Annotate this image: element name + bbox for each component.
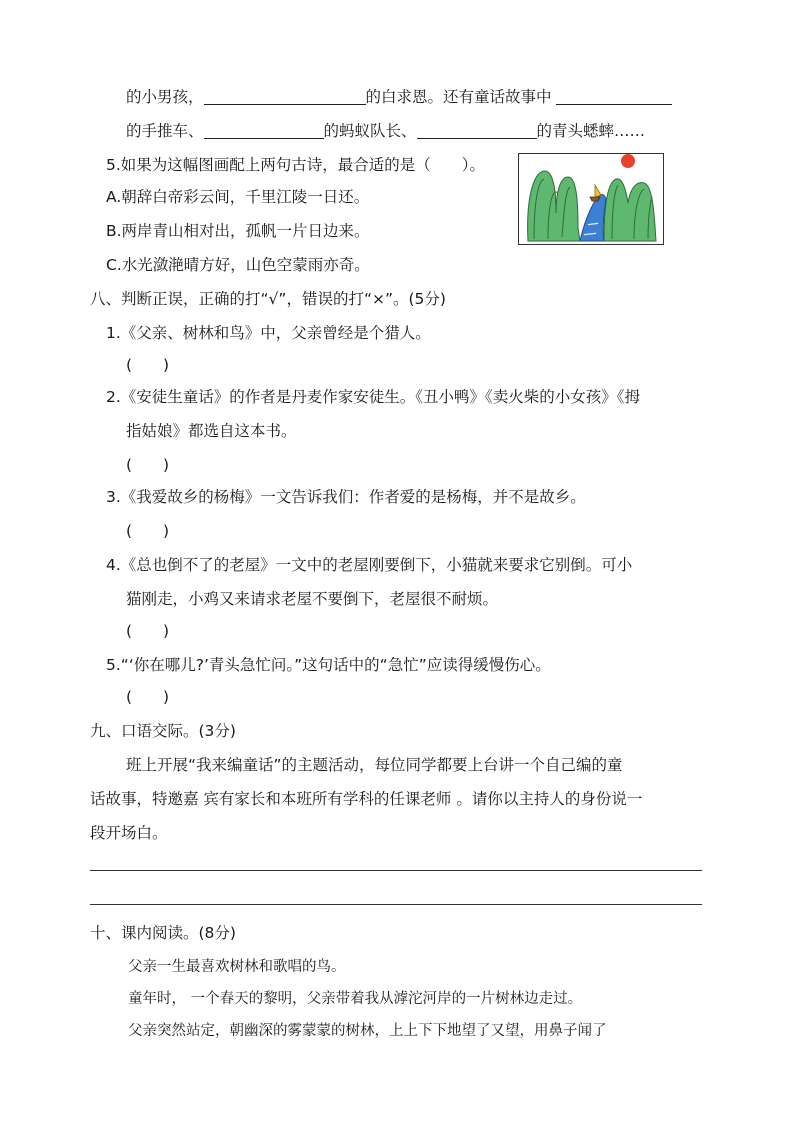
judge-item-4-cont: 猫刚走，小鸡又来请求老屋不要倒下，老屋很不耐烦。 [126,590,499,608]
q5-option-a[interactable]: A.朝辞白帝彩云间，千里江陵一日还。 [106,188,370,206]
judge-item-5: 5.“‘你在哪儿?’青头急忙问。”这句话中的“急忙”应读得缓慢伤心。 [106,656,551,674]
q4-text: 的青头蟋蟀…… [536,122,646,140]
q5-option-c[interactable]: C.水光潋滟晴方好，山色空蒙雨亦奇。 [106,256,370,274]
judge-item-1: 1.《父亲、树林和鸟》中，父亲曾经是个猎人。 [106,324,431,342]
q4-text: 的蚂蚁队长、 [323,122,417,140]
answer-paren[interactable]: ( ) [126,522,170,540]
answer-line[interactable] [90,870,702,871]
section-9-para-line: 话故事，特邀嘉 宾有家长和本班所有学科的任课老师 。请你以主持人的身份说一 [90,790,643,808]
reading-line: 童年时， 一个春天的黎明，父亲带着我从滹沱河岸的一片树林边走过。 [128,991,583,1007]
section-9-heading: 九、口语交际。(3分) [90,722,236,740]
answer-line[interactable] [90,904,702,905]
answer-paren[interactable]: ( ) [126,622,170,640]
reading-line: 父亲一生最喜欢树林和歌唱的鸟。 [128,959,346,975]
section-8-heading: 八、判断正误，正确的打“√”，错误的打“×”。(5分) [90,290,446,308]
answer-paren[interactable]: ( ) [126,356,170,374]
section-9-para-line: 班上开展“我来编童话”的主题活动，每位同学都要上台讲一个自己编的童 [126,756,623,774]
q4-line-2 [126,120,645,142]
q4-text: 的白求恩。还有童话故事中 [365,88,552,106]
section-10-heading: 十、课内阅读。(8分) [90,924,236,942]
answer-paren[interactable]: ( ) [126,456,170,474]
landscape-illustration [518,153,664,245]
judge-item-2-cont: 指姑娘》都选自这本书。 [126,422,297,440]
section-9-para-line: 段开场白。 [90,824,168,842]
q4-line-1 [126,86,672,108]
q4-text: 的小男孩， [126,88,204,106]
reading-line: 父亲突然站定，朝幽深的雾蒙蒙的树林，上上下下地望了又望，用鼻子闻了 [128,1023,607,1039]
q4-text: 的手推车、 [126,122,204,140]
fill-blank[interactable] [204,120,324,139]
fill-blank[interactable] [204,86,366,105]
judge-item-4: 4.《总也倒不了的老屋》一文中的老屋刚要倒下，小猫就来要求它别倒。可小 [106,556,633,574]
fill-blank[interactable] [556,86,672,105]
judge-item-2: 2.《安徒生童话》的作者是丹麦作家安徒生。《丑小鸭》《卖火柴的小女孩》《拇 [106,388,641,406]
answer-paren[interactable]: ( ) [126,688,170,706]
boat-icon [590,197,600,201]
fill-blank[interactable] [417,120,537,139]
q5-stem: 5.如果为这幅图画配上两句古诗，最合适的是（ ）。 [106,156,486,174]
sun-icon [621,154,635,168]
q5-option-b[interactable]: B.两岸青山相对出，孤帆一片日边来。 [106,222,370,240]
judge-item-3: 3.《我爱故乡的杨梅》一文告诉我们：作者爱的是杨梅，并不是故乡。 [106,488,586,506]
